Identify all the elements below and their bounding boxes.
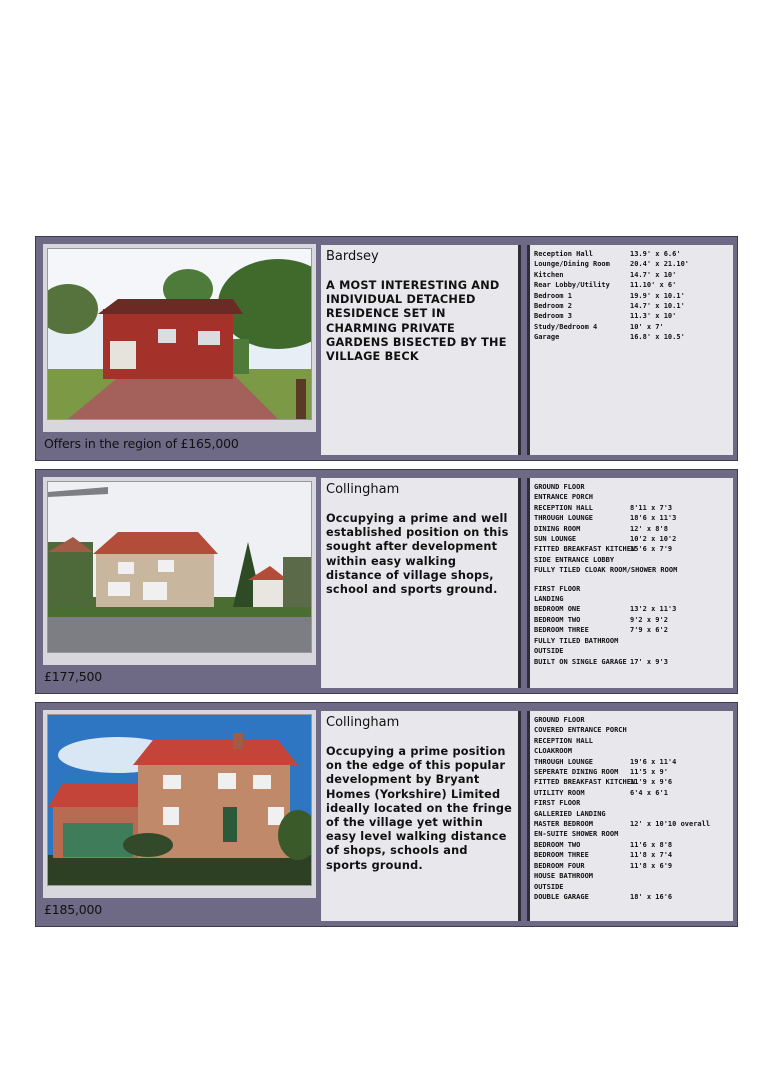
room-name: Reception Hall bbox=[534, 250, 594, 258]
room-row bbox=[534, 646, 729, 656]
room-name: Kitchen bbox=[534, 270, 564, 279]
room-size: 14.7' x 10.1' bbox=[630, 302, 685, 311]
room-size: 11.3' x 10' bbox=[630, 312, 677, 321]
room-name: FULLY TILED CLOAK ROOM/SHOWER ROOM bbox=[534, 566, 678, 575]
room-row bbox=[534, 882, 729, 892]
room-name: ENTRANCE PORCH bbox=[534, 493, 594, 502]
room-list-ground bbox=[534, 482, 729, 576]
room-size: 19'6 x 11'4 bbox=[630, 757, 677, 766]
room-name: BUILT ON SINGLE GARAGE bbox=[534, 657, 627, 666]
room-name: FITTED BREAKFAST KITCHEN bbox=[534, 545, 636, 554]
room-name: GROUND FLOOR bbox=[534, 716, 585, 724]
room-name: BEDROOM THREE bbox=[534, 626, 589, 635]
rooms-panel bbox=[527, 478, 733, 688]
room-row bbox=[534, 615, 729, 625]
room-list bbox=[534, 715, 729, 902]
room-name: Rear Lobby/Utility bbox=[534, 281, 610, 290]
location-title: Collingham bbox=[326, 715, 400, 730]
room-row bbox=[534, 788, 729, 798]
room-row bbox=[534, 249, 729, 259]
room-row bbox=[534, 565, 729, 575]
room-name: SEPERATE DINING ROOM bbox=[534, 768, 619, 777]
room-name: BEDROOM TWO bbox=[534, 840, 581, 849]
room-name: GALLERIED LANDING bbox=[534, 809, 606, 818]
room-size: 10'2 x 10'2 bbox=[630, 535, 677, 544]
room-size: 11'6 x 8'8 bbox=[630, 840, 673, 849]
room-size: 19.9' x 10.1' bbox=[630, 291, 685, 300]
location-title: Collingham bbox=[326, 482, 400, 497]
room-size: 11.10' x 6' bbox=[630, 281, 677, 290]
room-row bbox=[534, 725, 729, 735]
room-row bbox=[534, 584, 729, 594]
photo-panel bbox=[43, 477, 316, 665]
room-name: THROUGH LOUNGE bbox=[534, 757, 594, 766]
room-row bbox=[534, 636, 729, 646]
room-name: OUTSIDE bbox=[534, 647, 564, 656]
room-row bbox=[534, 715, 729, 725]
room-size: 18'6 x 11'3 bbox=[630, 514, 677, 523]
room-row bbox=[534, 482, 729, 492]
room-name: FIRST FLOOR bbox=[534, 584, 581, 593]
photo-panel bbox=[43, 244, 316, 432]
room-size: 14.7' x 10' bbox=[630, 270, 677, 279]
room-row bbox=[534, 657, 729, 667]
listing-card-collingham-1 bbox=[35, 469, 738, 694]
rooms-panel bbox=[527, 245, 733, 455]
room-row bbox=[534, 850, 729, 860]
description-text: A MOST INTERESTING AND INDIVIDUAL DETACHED RESIDENCE SET IN CHARMING PRIVATE GARDENS BISECTED BY THE VILLAGE BECK bbox=[326, 279, 507, 364]
room-size: 11'8 x 7'4 bbox=[630, 851, 673, 860]
room-size: 11'8 x 6'9 bbox=[630, 861, 673, 870]
description-panel bbox=[321, 245, 521, 455]
description-panel bbox=[321, 711, 521, 921]
property-photo bbox=[47, 714, 312, 886]
room-row bbox=[534, 746, 729, 756]
room-name: BEDROOM THREE bbox=[534, 851, 589, 860]
room-name: EN-SUITE SHOWER ROOM bbox=[534, 830, 619, 839]
room-size: 8'11 x 7'3 bbox=[630, 503, 673, 512]
room-row bbox=[534, 777, 729, 787]
room-row bbox=[534, 594, 729, 604]
room-name: COVERED ENTRANCE PORCH bbox=[534, 726, 627, 735]
room-name: FITTED BREAKFAST KITCHEN bbox=[534, 778, 636, 787]
room-row bbox=[534, 840, 729, 850]
rooms-panel bbox=[527, 711, 733, 921]
room-name: Lounge/Dining Room bbox=[534, 260, 610, 269]
room-name: OUTSIDE bbox=[534, 882, 564, 891]
room-size: 15'6 x 7'9 bbox=[630, 545, 673, 554]
room-row bbox=[534, 544, 729, 554]
room-name: MASTER BEDROOM bbox=[534, 820, 594, 829]
room-name: HOUSE BATHROOM bbox=[534, 872, 594, 881]
room-name: LANDING bbox=[534, 595, 564, 604]
room-list-first bbox=[534, 584, 729, 667]
room-row bbox=[534, 332, 729, 342]
listing-card-bardsey bbox=[35, 236, 738, 461]
room-row bbox=[534, 301, 729, 311]
room-row bbox=[534, 736, 729, 746]
room-size: 20.4' x 21.10' bbox=[630, 260, 690, 269]
room-name: Study/Bedroom 4 bbox=[534, 322, 598, 331]
room-row bbox=[534, 513, 729, 523]
room-row bbox=[534, 871, 729, 881]
room-name: UTILITY ROOM bbox=[534, 788, 585, 797]
room-name: RECEPTION HALL bbox=[534, 736, 594, 745]
room-row bbox=[534, 625, 729, 635]
room-size: 11'9 x 9'6 bbox=[630, 778, 673, 787]
room-name: DINING ROOM bbox=[534, 524, 581, 533]
room-name: CLOAKROOM bbox=[534, 747, 572, 756]
room-name: DOUBLE GARAGE bbox=[534, 892, 589, 901]
room-size: 7'9 x 6'2 bbox=[630, 626, 668, 635]
room-row bbox=[534, 291, 729, 301]
room-row bbox=[534, 819, 729, 829]
room-row bbox=[534, 829, 729, 839]
room-row bbox=[534, 892, 729, 902]
room-name: SUN LOUNGE bbox=[534, 535, 577, 544]
room-size: 11'5 x 9' bbox=[630, 768, 668, 777]
room-row bbox=[534, 280, 729, 290]
room-row bbox=[534, 322, 729, 332]
room-row bbox=[534, 861, 729, 871]
room-row bbox=[534, 503, 729, 513]
room-name: SIDE ENTRANCE LOBBY bbox=[534, 555, 615, 564]
room-name: RECEPTION HALL bbox=[534, 503, 594, 512]
room-name: BEDROOM TWO bbox=[534, 615, 581, 624]
room-row bbox=[534, 757, 729, 767]
room-size: 17' x 9'3 bbox=[630, 657, 668, 666]
description-text: Occupying a prime and well established position on this sought after development within easy walking distance of village shops, school and sports ground. bbox=[326, 512, 509, 597]
room-size: 16.8' x 10.5' bbox=[630, 333, 685, 342]
room-size: 12' x 10'10 overall bbox=[630, 820, 711, 829]
room-size: 12' x 8'8 bbox=[630, 524, 668, 533]
room-name: Garage bbox=[534, 333, 560, 342]
price-label: Offers in the region of £165,000 bbox=[44, 436, 239, 451]
room-row bbox=[534, 259, 729, 269]
property-photo bbox=[47, 248, 312, 420]
room-row bbox=[534, 604, 729, 614]
room-row bbox=[534, 524, 729, 534]
room-size: 10' x 7' bbox=[630, 322, 664, 331]
room-name: BEDROOM FOUR bbox=[534, 861, 585, 870]
room-size: 9'2 x 9'2 bbox=[630, 615, 668, 624]
room-size: 6'4 x 6'1 bbox=[630, 788, 668, 797]
room-name: FULLY TILED BATHROOM bbox=[534, 636, 619, 645]
room-size: 13.9' x 6.6' bbox=[630, 250, 681, 258]
photo-panel bbox=[43, 710, 316, 898]
price-label: £177,500 bbox=[44, 669, 103, 684]
property-photo bbox=[47, 481, 312, 653]
room-size: 18' x 16'6 bbox=[630, 892, 673, 901]
description-panel bbox=[321, 478, 521, 688]
room-row bbox=[534, 809, 729, 819]
room-name: THROUGH LOUNGE bbox=[534, 514, 594, 523]
room-name: Bedroom 3 bbox=[534, 312, 572, 321]
room-row bbox=[534, 767, 729, 777]
room-row bbox=[534, 270, 729, 280]
room-size: 13'2 x 11'3 bbox=[630, 605, 677, 614]
room-row bbox=[534, 798, 729, 808]
description-text: Occupying a prime position on the edge of this popular development by Bryant Homes (Yorkshire) Limited ideally located on the fringe of the village yet within easy level walking distance of shops, schools and sports ground. bbox=[326, 745, 513, 872]
price-label: £185,000 bbox=[44, 902, 103, 917]
room-row bbox=[534, 311, 729, 321]
room-name: FIRST FLOOR bbox=[534, 799, 581, 808]
room-name: Bedroom 2 bbox=[534, 302, 572, 311]
location-title: Bardsey bbox=[326, 249, 379, 264]
room-name: BEDROOM ONE bbox=[534, 605, 581, 614]
room-name: Bedroom 1 bbox=[534, 291, 572, 300]
room-row bbox=[534, 492, 729, 502]
room-row bbox=[534, 555, 729, 565]
room-list bbox=[534, 249, 729, 343]
room-name: GROUND FLOOR bbox=[534, 483, 585, 491]
room-row bbox=[534, 534, 729, 544]
listing-card-collingham-2 bbox=[35, 702, 738, 927]
